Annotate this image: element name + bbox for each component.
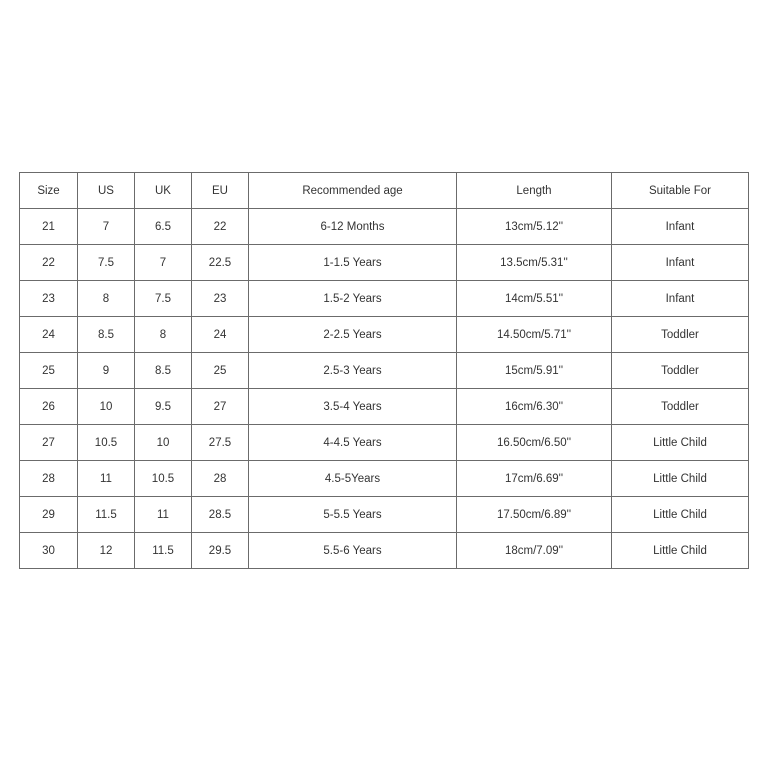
cell-eu: 23 (192, 281, 249, 317)
cell-eu: 25 (192, 353, 249, 389)
cell-length: 16cm/6.30'' (457, 389, 612, 425)
cell-uk: 9.5 (135, 389, 192, 425)
cell-us: 9 (78, 353, 135, 389)
cell-recommended-age: 5-5.5 Years (249, 497, 457, 533)
cell-size: 27 (20, 425, 78, 461)
cell-eu: 22 (192, 209, 249, 245)
cell-uk: 8 (135, 317, 192, 353)
table-row (20, 353, 749, 389)
header-recommended-age: Recommended age (249, 173, 457, 209)
header-length: Length (457, 173, 612, 209)
table-body (20, 209, 749, 569)
cell-length: 18cm/7.09'' (457, 533, 612, 569)
cell-suitable-for: Infant (612, 209, 749, 245)
cell-uk: 11.5 (135, 533, 192, 569)
cell-recommended-age: 1.5-2 Years (249, 281, 457, 317)
cell-suitable-for: Infant (612, 281, 749, 317)
table-row (20, 281, 749, 317)
size-chart-container (19, 172, 748, 569)
cell-uk: 10 (135, 425, 192, 461)
cell-suitable-for: Toddler (612, 353, 749, 389)
cell-recommended-age: 3.5-4 Years (249, 389, 457, 425)
cell-length: 17.50cm/6.89'' (457, 497, 612, 533)
cell-suitable-for: Infant (612, 245, 749, 281)
cell-us: 10 (78, 389, 135, 425)
cell-size: 26 (20, 389, 78, 425)
cell-uk: 7.5 (135, 281, 192, 317)
cell-us: 11 (78, 461, 135, 497)
cell-suitable-for: Toddler (612, 317, 749, 353)
header-suitable-for: Suitable For (612, 173, 749, 209)
cell-suitable-for: Little Child (612, 497, 749, 533)
cell-recommended-age: 5.5-6 Years (249, 533, 457, 569)
cell-size: 23 (20, 281, 78, 317)
cell-eu: 28 (192, 461, 249, 497)
cell-uk: 11 (135, 497, 192, 533)
cell-length: 13.5cm/5.31'' (457, 245, 612, 281)
cell-suitable-for: Little Child (612, 533, 749, 569)
cell-uk: 8.5 (135, 353, 192, 389)
cell-recommended-age: 2-2.5 Years (249, 317, 457, 353)
cell-size: 21 (20, 209, 78, 245)
header-size: Size (20, 173, 78, 209)
cell-us: 11.5 (78, 497, 135, 533)
cell-us: 12 (78, 533, 135, 569)
cell-us: 7.5 (78, 245, 135, 281)
cell-recommended-age: 4.5-5Years (249, 461, 457, 497)
cell-eu: 27 (192, 389, 249, 425)
cell-recommended-age: 4-4.5 Years (249, 425, 457, 461)
cell-size: 25 (20, 353, 78, 389)
table-row (20, 533, 749, 569)
table-row (20, 209, 749, 245)
table-row (20, 317, 749, 353)
cell-us: 8.5 (78, 317, 135, 353)
header-uk: UK (135, 173, 192, 209)
cell-us: 7 (78, 209, 135, 245)
cell-length: 14cm/5.51'' (457, 281, 612, 317)
table-row (20, 461, 749, 497)
cell-length: 17cm/6.69'' (457, 461, 612, 497)
cell-size: 24 (20, 317, 78, 353)
cell-size: 28 (20, 461, 78, 497)
cell-eu: 24 (192, 317, 249, 353)
cell-recommended-age: 1-1.5 Years (249, 245, 457, 281)
cell-length: 16.50cm/6.50'' (457, 425, 612, 461)
cell-us: 8 (78, 281, 135, 317)
cell-uk: 7 (135, 245, 192, 281)
cell-suitable-for: Toddler (612, 389, 749, 425)
cell-uk: 10.5 (135, 461, 192, 497)
header-eu: EU (192, 173, 249, 209)
cell-us: 10.5 (78, 425, 135, 461)
header-row (20, 173, 749, 209)
cell-recommended-age: 2.5-3 Years (249, 353, 457, 389)
cell-length: 15cm/5.91'' (457, 353, 612, 389)
cell-recommended-age: 6-12 Months (249, 209, 457, 245)
cell-size: 29 (20, 497, 78, 533)
cell-eu: 29.5 (192, 533, 249, 569)
header-us: US (78, 173, 135, 209)
cell-size: 22 (20, 245, 78, 281)
cell-eu: 28.5 (192, 497, 249, 533)
table-row (20, 425, 749, 461)
cell-length: 14.50cm/5.71'' (457, 317, 612, 353)
cell-suitable-for: Little Child (612, 425, 749, 461)
table-header (20, 173, 749, 209)
cell-eu: 27.5 (192, 425, 249, 461)
cell-suitable-for: Little Child (612, 461, 749, 497)
cell-size: 30 (20, 533, 78, 569)
table-row (20, 497, 749, 533)
size-chart-table (19, 172, 749, 569)
table-row (20, 245, 749, 281)
cell-uk: 6.5 (135, 209, 192, 245)
cell-length: 13cm/5.12'' (457, 209, 612, 245)
table-row (20, 389, 749, 425)
cell-eu: 22.5 (192, 245, 249, 281)
